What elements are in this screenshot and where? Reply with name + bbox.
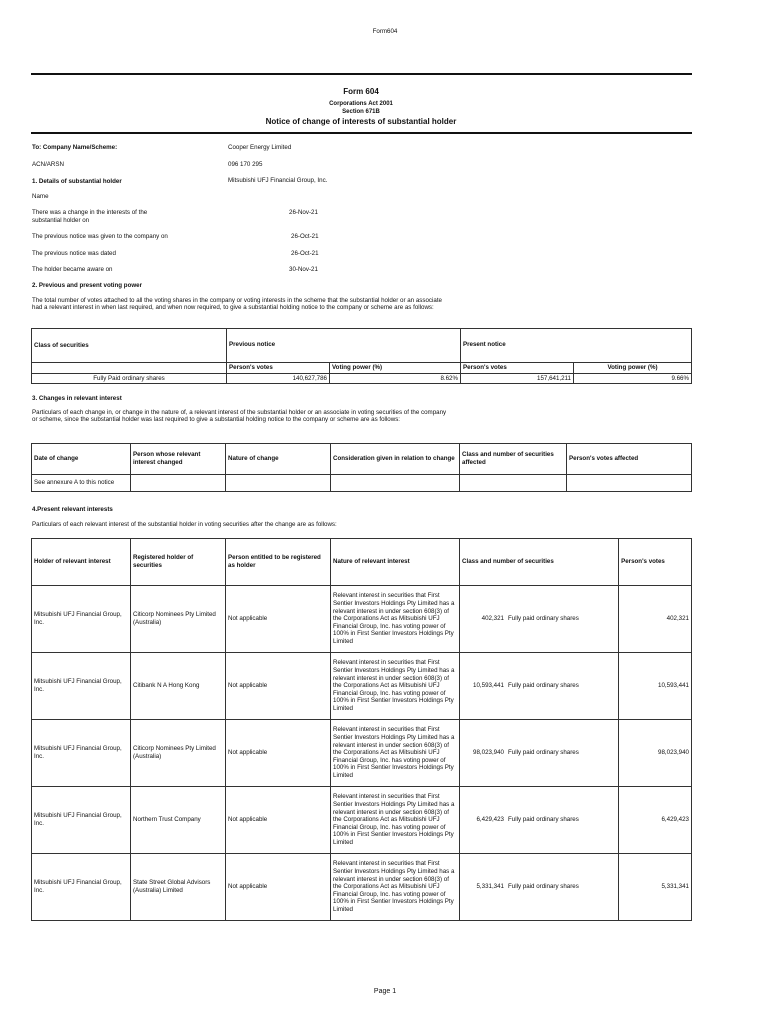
previous-header: Previous notice	[227, 329, 461, 363]
form-label: Form604	[372, 28, 398, 35]
registered-cell: Citicorp Nominees Pty Limited (Australia)	[131, 586, 226, 653]
section2-heading: 2. Previous and present voting power	[32, 282, 143, 289]
number-cell: 6,429,423	[460, 787, 507, 854]
change-votes-header: Person's votes affected	[567, 444, 692, 475]
nature-cell: Relevant interest in securities that First Sentier Investors Holdings Pty Limited has a relevant interest in under section 608(3) of the Corporations Act as Mitsubishi UFJ Financial Group, Inc. has voting power of 100% in First Sentier Investors Holdings Pty Limited	[331, 720, 460, 787]
to-value: Cooper Energy Limited	[228, 144, 292, 151]
change-date-header: Date of change	[32, 444, 131, 475]
number-cell: 402,321	[460, 586, 507, 653]
holder-cell: Mitsubishi UFJ Financial Group, Inc.	[32, 653, 131, 720]
table-row	[32, 586, 692, 653]
change-person-header: Person whose relevant interest changed	[131, 444, 226, 475]
votes-header: Person's votes	[619, 539, 692, 586]
act-label: Corporations Act 2001	[329, 101, 393, 107]
empty-cell	[331, 475, 460, 492]
section3-text: Particulars of each change in, or change in the nature of, a relevant interest of the substantial holder or an associate in voting securities of the company or scheme, since the substantial holder was last required to give a substantial holding notice to the company or scheme are as follows:	[32, 409, 447, 424]
registered-cell: State Street Global Advisors (Australia) Limited	[131, 854, 226, 921]
class-cell: Fully paid ordinary shares	[506, 787, 619, 854]
holder-cell: Mitsubishi UFJ Financial Group, Inc.	[32, 720, 131, 787]
entitled-cell: Not applicable	[226, 653, 331, 720]
table-row	[32, 653, 692, 720]
page-number: Page 1	[373, 988, 397, 995]
empty-cell	[567, 475, 692, 492]
class-value: Fully Paid ordinary shares	[32, 373, 227, 384]
change-class-header: Class and number of securities affected	[460, 444, 567, 475]
class-cell: Fully paid ordinary shares	[506, 854, 619, 921]
present-power-header: Voting power (%)	[574, 363, 692, 374]
change-date-label: There was a change in the interests of the substantial holder on	[32, 209, 148, 224]
class-cell: Fully paid ordinary shares	[506, 586, 619, 653]
entitled-header: Person entitled to be registered as holder	[226, 539, 331, 586]
number-cell: 5,331,341	[460, 854, 507, 921]
table-row	[32, 720, 692, 787]
holder-cell: Mitsubishi UFJ Financial Group, Inc.	[32, 586, 131, 653]
class-cell: Fully paid ordinary shares	[506, 720, 619, 787]
votes-cell: 6,429,423	[619, 787, 692, 854]
votes-cell: 98,023,940	[619, 720, 692, 787]
prev-dated-label: The previous notice was dated	[32, 250, 116, 257]
section2-text: The total number of votes attached to all the voting shares in the company or voting interests in the scheme that the substantial holder or an associate had a relevant interest in when last required, and when now required, to give a substantial holding notice to the company or scheme are as follows:	[32, 297, 442, 312]
holder-name-value: Mitsubishi UFJ Financial Group, Inc.	[228, 177, 328, 184]
prev-given-value: 26-Oct-21	[291, 233, 319, 240]
present-interests-table	[31, 538, 692, 921]
section-label: Section 671B	[342, 109, 380, 115]
prev-power-header: Voting power (%)	[330, 363, 461, 374]
empty-cell	[460, 475, 567, 492]
section4-text: Particulars of each relevant interest of the substantial holder in voting securities after the change are as follows:	[32, 521, 337, 528]
aware-value: 30-Nov-21	[289, 266, 318, 273]
holder-cell: Mitsubishi UFJ Financial Group, Inc.	[32, 787, 131, 854]
holder-cell: Mitsubishi UFJ Financial Group, Inc.	[32, 854, 131, 921]
change-consideration-header: Consideration given in relation to change	[331, 444, 460, 475]
change-date-value: 26-Nov-21	[289, 209, 318, 216]
notice-title: Notice of change of interests of substantial holder	[265, 117, 457, 126]
number-cell: 98,023,940	[460, 720, 507, 787]
annexure-note: See annexure A to this notice	[32, 475, 131, 492]
nature-cell: Relevant interest in securities that First Sentier Investors Holdings Pty Limited has a relevant interest in under section 608(3) of the Corporations Act as Mitsubishi UFJ Financial Group, Inc. has voting power of 100% in First Sentier Investors Holdings Pty Limited	[331, 787, 460, 854]
aware-label: The holder became aware on	[32, 266, 113, 273]
prev-dated-value: 26-Oct-21	[291, 250, 319, 257]
votes-cell: 10,593,441	[619, 653, 692, 720]
section1-heading: 1. Details of substantial holder	[32, 178, 122, 185]
empty-cell	[131, 475, 226, 492]
table-row	[32, 854, 692, 921]
to-label: To: Company Name/Scheme:	[32, 144, 118, 151]
registered-cell: Citicorp Nominees Pty Limited (Australia)	[131, 720, 226, 787]
table-row	[32, 787, 692, 854]
present-votes-value: 157,641,211	[461, 373, 574, 384]
top-rule	[31, 73, 692, 75]
votes-cell: 402,321	[619, 586, 692, 653]
registered-cell: Northern Trust Company	[131, 787, 226, 854]
entitled-cell: Not applicable	[226, 787, 331, 854]
changes-table	[31, 443, 692, 492]
present-power-value: 9.66%	[574, 373, 692, 384]
registered-cell: Citibank N A Hong Kong	[131, 653, 226, 720]
nature-cell: Relevant interest in securities that First Sentier Investors Holdings Pty Limited has a relevant interest in under section 608(3) of the Corporations Act as Mitsubishi UFJ Financial Group, Inc. has voting power of 100% in First Sentier Investors Holdings Pty Limited	[331, 854, 460, 921]
nature-cell: Relevant interest in securities that First Sentier Investors Holdings Pty Limited has a relevant interest in under section 608(3) of the Corporations Act as Mitsubishi UFJ Financial Group, Inc. has voting power of 100% in First Sentier Investors Holdings Pty Limited	[331, 586, 460, 653]
entitled-cell: Not applicable	[226, 720, 331, 787]
class-header: Class of securities	[32, 329, 227, 363]
acn-value: 096 170 295	[228, 161, 263, 168]
change-nature-header: Nature of change	[226, 444, 331, 475]
voting-power-table	[31, 328, 692, 384]
empty-cell	[226, 475, 331, 492]
nature-header: Nature of relevant interest	[331, 539, 460, 586]
present-votes-header: Person's votes	[461, 363, 574, 374]
blank-cell	[32, 363, 227, 374]
entitled-cell: Not applicable	[226, 586, 331, 653]
section4-heading: 4.Present relevant interests	[32, 506, 113, 513]
number-cell: 10,593,441	[460, 653, 507, 720]
prev-votes-value: 140,627,786	[227, 373, 330, 384]
votes-cell: 5,331,341	[619, 854, 692, 921]
nature-cell: Relevant interest in securities that First Sentier Investors Holdings Pty Limited has a relevant interest in under section 608(3) of the Corporations Act as Mitsubishi UFJ Financial Group, Inc. has voting power of 100% in First Sentier Investors Holdings Pty Limited	[331, 653, 460, 720]
form-title: Form 604	[343, 87, 379, 96]
name-label: Name	[32, 193, 49, 200]
entitled-cell: Not applicable	[226, 854, 331, 921]
present-header: Present notice	[461, 329, 692, 363]
registered-header: Registered holder of securities	[131, 539, 226, 586]
class-number-header: Class and number of securities	[460, 539, 619, 586]
class-cell: Fully paid ordinary shares	[506, 653, 619, 720]
prev-votes-header: Person's votes	[227, 363, 330, 374]
acn-label: ACN/ARSN	[32, 161, 64, 168]
title-rule	[31, 132, 692, 134]
section3-heading: 3. Changes in relevant interest	[32, 395, 122, 402]
holder-header: Holder of relevant interest	[32, 539, 131, 586]
prev-power-value: 8.62%	[330, 373, 461, 384]
prev-given-label: The previous notice was given to the company on	[32, 233, 168, 240]
